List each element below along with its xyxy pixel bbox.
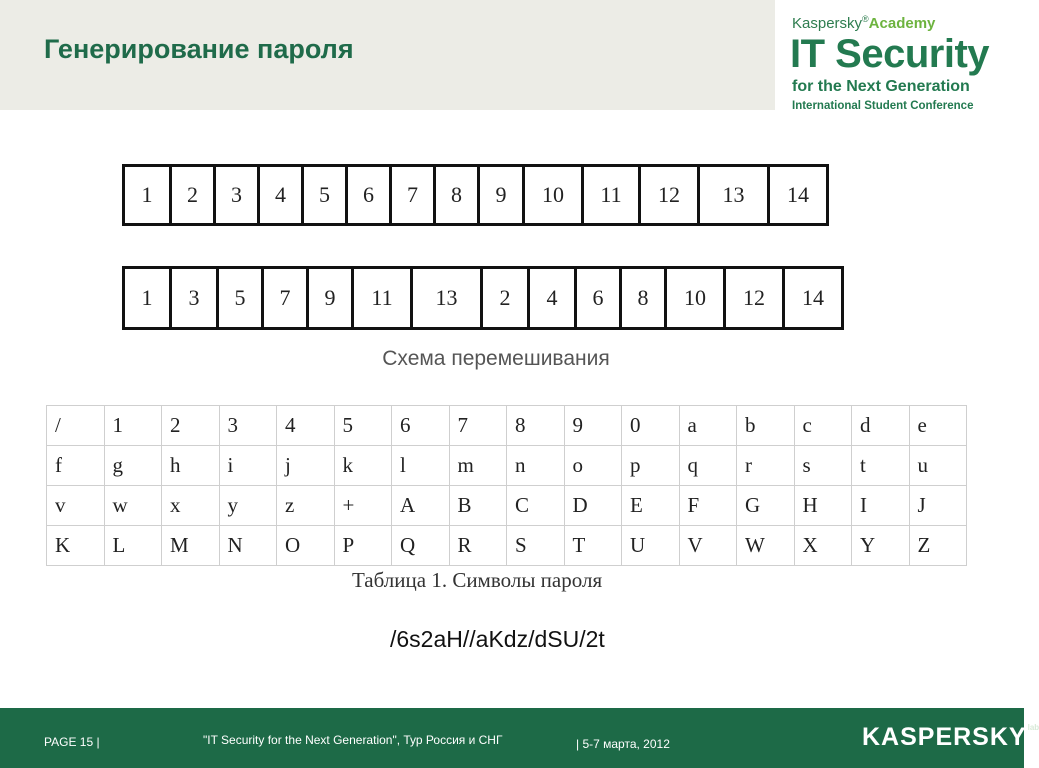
original-order-cell: 3	[213, 164, 260, 226]
original-order-row	[122, 164, 826, 226]
table-cell: M	[162, 526, 220, 566]
original-order-cell: 4	[257, 164, 304, 226]
page-title: Генерирование пароля	[44, 34, 354, 64]
footer	[0, 708, 1039, 768]
table-cell: l	[392, 446, 450, 486]
table-cell: o	[564, 446, 622, 486]
shuffled-order-cell: 13	[410, 266, 483, 330]
table-cell: R	[449, 526, 507, 566]
logo-next-generation: for the Next Generation	[792, 78, 970, 95]
shuffled-order-cell: 6	[574, 266, 622, 330]
table-cell: d	[852, 406, 910, 446]
table-cell: H	[794, 486, 852, 526]
original-order-cell: 9	[477, 164, 525, 226]
table-row	[47, 446, 967, 486]
kaspersky-lab-logo: $KASPERSKY^{lab}$	[862, 723, 1039, 751]
table-cell: D	[564, 486, 622, 526]
page-number: PAGE 15 |	[44, 735, 100, 749]
table-cell: C	[507, 486, 565, 526]
conference-name: "IT Security for the Next Generation", Тур Россия и СНГ	[203, 733, 503, 747]
table-cell: v	[47, 486, 105, 526]
table-cell: N	[219, 526, 277, 566]
table-cell: P	[334, 526, 392, 566]
table-cell: t	[852, 446, 910, 486]
table-cell: c	[794, 406, 852, 446]
table-cell: F	[679, 486, 737, 526]
shuffled-order-cell: 8	[619, 266, 667, 330]
table-cell: q	[679, 446, 737, 486]
table-cell: Y	[852, 526, 910, 566]
table-cell: J	[909, 486, 967, 526]
shuffled-order-cell: 12	[723, 266, 785, 330]
kaspersky-academy-logo: Kaspersky®Academy IT Security for the Next Generation International Student Conference	[790, 14, 990, 112]
table-cell: T	[564, 526, 622, 566]
shuffled-order-cell: 11	[351, 266, 413, 330]
table-cell: 5	[334, 406, 392, 446]
table-cell: 4	[277, 406, 335, 446]
table-cell: z	[277, 486, 335, 526]
table-cell: V	[679, 526, 737, 566]
table-cell: L	[104, 526, 162, 566]
table-cell: K	[47, 526, 105, 566]
table-cell: 3	[219, 406, 277, 446]
table-cell: a	[679, 406, 737, 446]
table-cell: U	[622, 526, 680, 566]
shuffled-order-cell: 4	[527, 266, 577, 330]
table-cell: b	[737, 406, 795, 446]
table-cell: B	[449, 486, 507, 526]
table-cell: Q	[392, 526, 450, 566]
original-order-cell: 2	[169, 164, 216, 226]
table-cell: m	[449, 446, 507, 486]
table-cell: 0	[622, 406, 680, 446]
original-order-cell: 5	[301, 164, 348, 226]
shuffled-order-cell: 1	[122, 266, 172, 330]
generated-password: /6s2aH//aKdz/dSU/2t	[390, 626, 605, 652]
table-row	[47, 526, 967, 566]
shuffled-order-row	[122, 266, 841, 330]
original-order-cell: 11	[581, 164, 641, 226]
table-cell: W	[737, 526, 795, 566]
table-cell: x	[162, 486, 220, 526]
table-cell: 1	[104, 406, 162, 446]
table-cell: y	[219, 486, 277, 526]
shuffled-order-cell: 9	[306, 266, 354, 330]
logo-conference: International Student Conference	[792, 100, 974, 112]
original-order-cell: 14	[767, 164, 829, 226]
table-cell: 6	[392, 406, 450, 446]
shuffled-order-cell: 3	[169, 266, 219, 330]
password-symbols-table	[46, 405, 967, 566]
table-cell: e	[909, 406, 967, 446]
logo-it-security: IT Security	[790, 32, 990, 76]
table-cell: /	[47, 406, 105, 446]
table-cell: 9	[564, 406, 622, 446]
table-cell: +	[334, 486, 392, 526]
table-row	[47, 406, 967, 446]
logo-academy: Academy	[868, 15, 936, 32]
shuffled-order-cell: 14	[782, 266, 844, 330]
table-cell: j	[277, 446, 335, 486]
shuffled-order-cell: 7	[261, 266, 309, 330]
header-band	[0, 0, 775, 110]
shuffled-order-cell: 10	[664, 266, 726, 330]
table-cell: s	[794, 446, 852, 486]
table-cell: S	[507, 526, 565, 566]
table-cell: O	[277, 526, 335, 566]
table-cell: 7	[449, 406, 507, 446]
shuffle-scheme-caption: Схема перемешивания	[382, 347, 610, 370]
table-cell: 8	[507, 406, 565, 446]
table-cell: w	[104, 486, 162, 526]
shuffled-order-cell: 5	[216, 266, 264, 330]
logo-brand: Kaspersky	[792, 15, 863, 32]
original-order-cell: 8	[433, 164, 480, 226]
table-cell: i	[219, 446, 277, 486]
shuffled-order-cell: 2	[480, 266, 530, 330]
conference-date: | 5-7 марта, 2012	[576, 737, 670, 751]
table-cell: G	[737, 486, 795, 526]
table-cell: p	[622, 446, 680, 486]
table-cell: E	[622, 486, 680, 526]
table-row	[47, 486, 967, 526]
table-cell: h	[162, 446, 220, 486]
table-cell: k	[334, 446, 392, 486]
table-cell: n	[507, 446, 565, 486]
table-cell: 2	[162, 406, 220, 446]
table-cell: Z	[909, 526, 967, 566]
original-order-cell: 13	[697, 164, 770, 226]
table-cell: X	[794, 526, 852, 566]
table-cell: r	[737, 446, 795, 486]
original-order-cell: 6	[345, 164, 392, 226]
table-cell: I	[852, 486, 910, 526]
original-order-cell: 12	[638, 164, 700, 226]
table-cell: u	[909, 446, 967, 486]
original-order-cell: 7	[389, 164, 436, 226]
table-cell: g	[104, 446, 162, 486]
table-cell: A	[392, 486, 450, 526]
table-caption: Таблица 1. Символы пароля	[352, 568, 603, 592]
table-cell: f	[47, 446, 105, 486]
original-order-cell: 1	[122, 164, 172, 226]
original-order-cell: 10	[522, 164, 584, 226]
